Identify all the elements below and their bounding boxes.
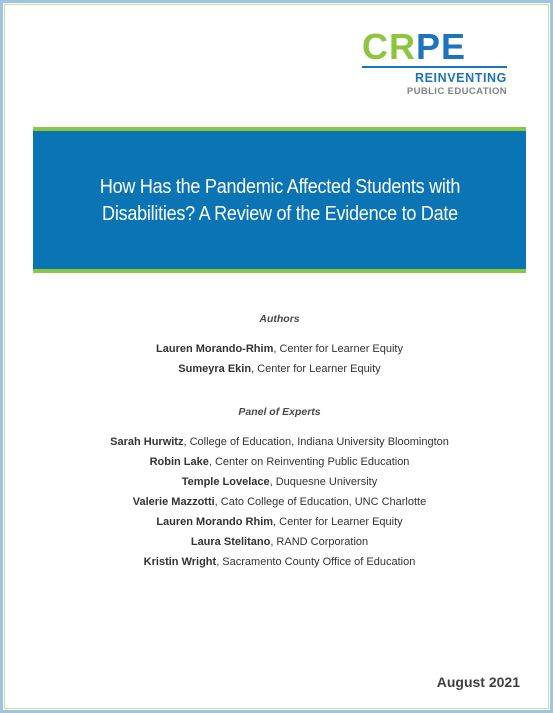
expert-name: Laura Stelitano: [190, 536, 271, 548]
authors-section: [3, 313, 553, 379]
expert-entry: [3, 512, 553, 532]
authors-heading: Authors: [259, 313, 300, 325]
author-affiliation: , Center for Learner Equity: [273, 343, 403, 355]
expert-affiliation: , Cato College of Education, UNC Charlotte: [214, 496, 427, 508]
logo-tagline-1: REINVENTING: [414, 71, 507, 85]
expert-affiliation: , College of Education, Indiana University Bloomington: [183, 436, 449, 448]
logo-mark-green: CR: [362, 26, 416, 67]
expert-name: Kristin Wright: [143, 556, 217, 568]
expert-affiliation: , Center for Learner Equity: [273, 516, 403, 528]
experts-heading: Panel of Experts: [238, 406, 321, 418]
expert-entry: [3, 492, 553, 512]
expert-entry: [3, 452, 553, 472]
expert-entry: [3, 552, 553, 572]
expert-name: Temple Lovelace: [181, 476, 270, 488]
expert-name: Lauren Morando Rhim: [156, 516, 274, 528]
expert-name: Robin Lake: [149, 456, 209, 468]
expert-entry: [3, 472, 553, 492]
expert-name: Sarah Hurwitz: [110, 436, 184, 448]
expert-entry: [3, 532, 553, 552]
publication-date: August 2021: [436, 674, 520, 690]
report-title: [86, 173, 473, 227]
logo-mark: [362, 26, 512, 67]
experts-section: [3, 406, 553, 572]
logo-mark-blue: PE: [416, 26, 467, 67]
title-banner: [33, 127, 526, 273]
author-affiliation: , Center for Learner Equity: [251, 363, 381, 375]
author-entry: [3, 339, 553, 359]
expert-entry: [3, 432, 553, 452]
expert-affiliation: , Sacramento County Office of Education: [216, 556, 416, 568]
expert-affiliation: , Duquesne University: [269, 476, 378, 488]
expert-affiliation: , Center on Reinventing Public Education: [208, 456, 410, 468]
author-entry: [3, 359, 553, 379]
author-name: Lauren Morando-Rhim: [156, 343, 274, 355]
expert-affiliation: , RAND Corporation: [270, 536, 369, 548]
report-title-line-2: Disabilities? A Review of the Evidence to Date: [101, 202, 458, 225]
logo-tagline-2: PUBLIC EDUCATION: [406, 86, 507, 97]
report-title-line-1: How Has the Pandemic Affected Students with: [99, 175, 460, 198]
author-name: Sumeyra Ekin: [178, 363, 252, 375]
expert-name: Valerie Mazzotti: [132, 496, 215, 508]
crpe-logo: [362, 26, 512, 97]
